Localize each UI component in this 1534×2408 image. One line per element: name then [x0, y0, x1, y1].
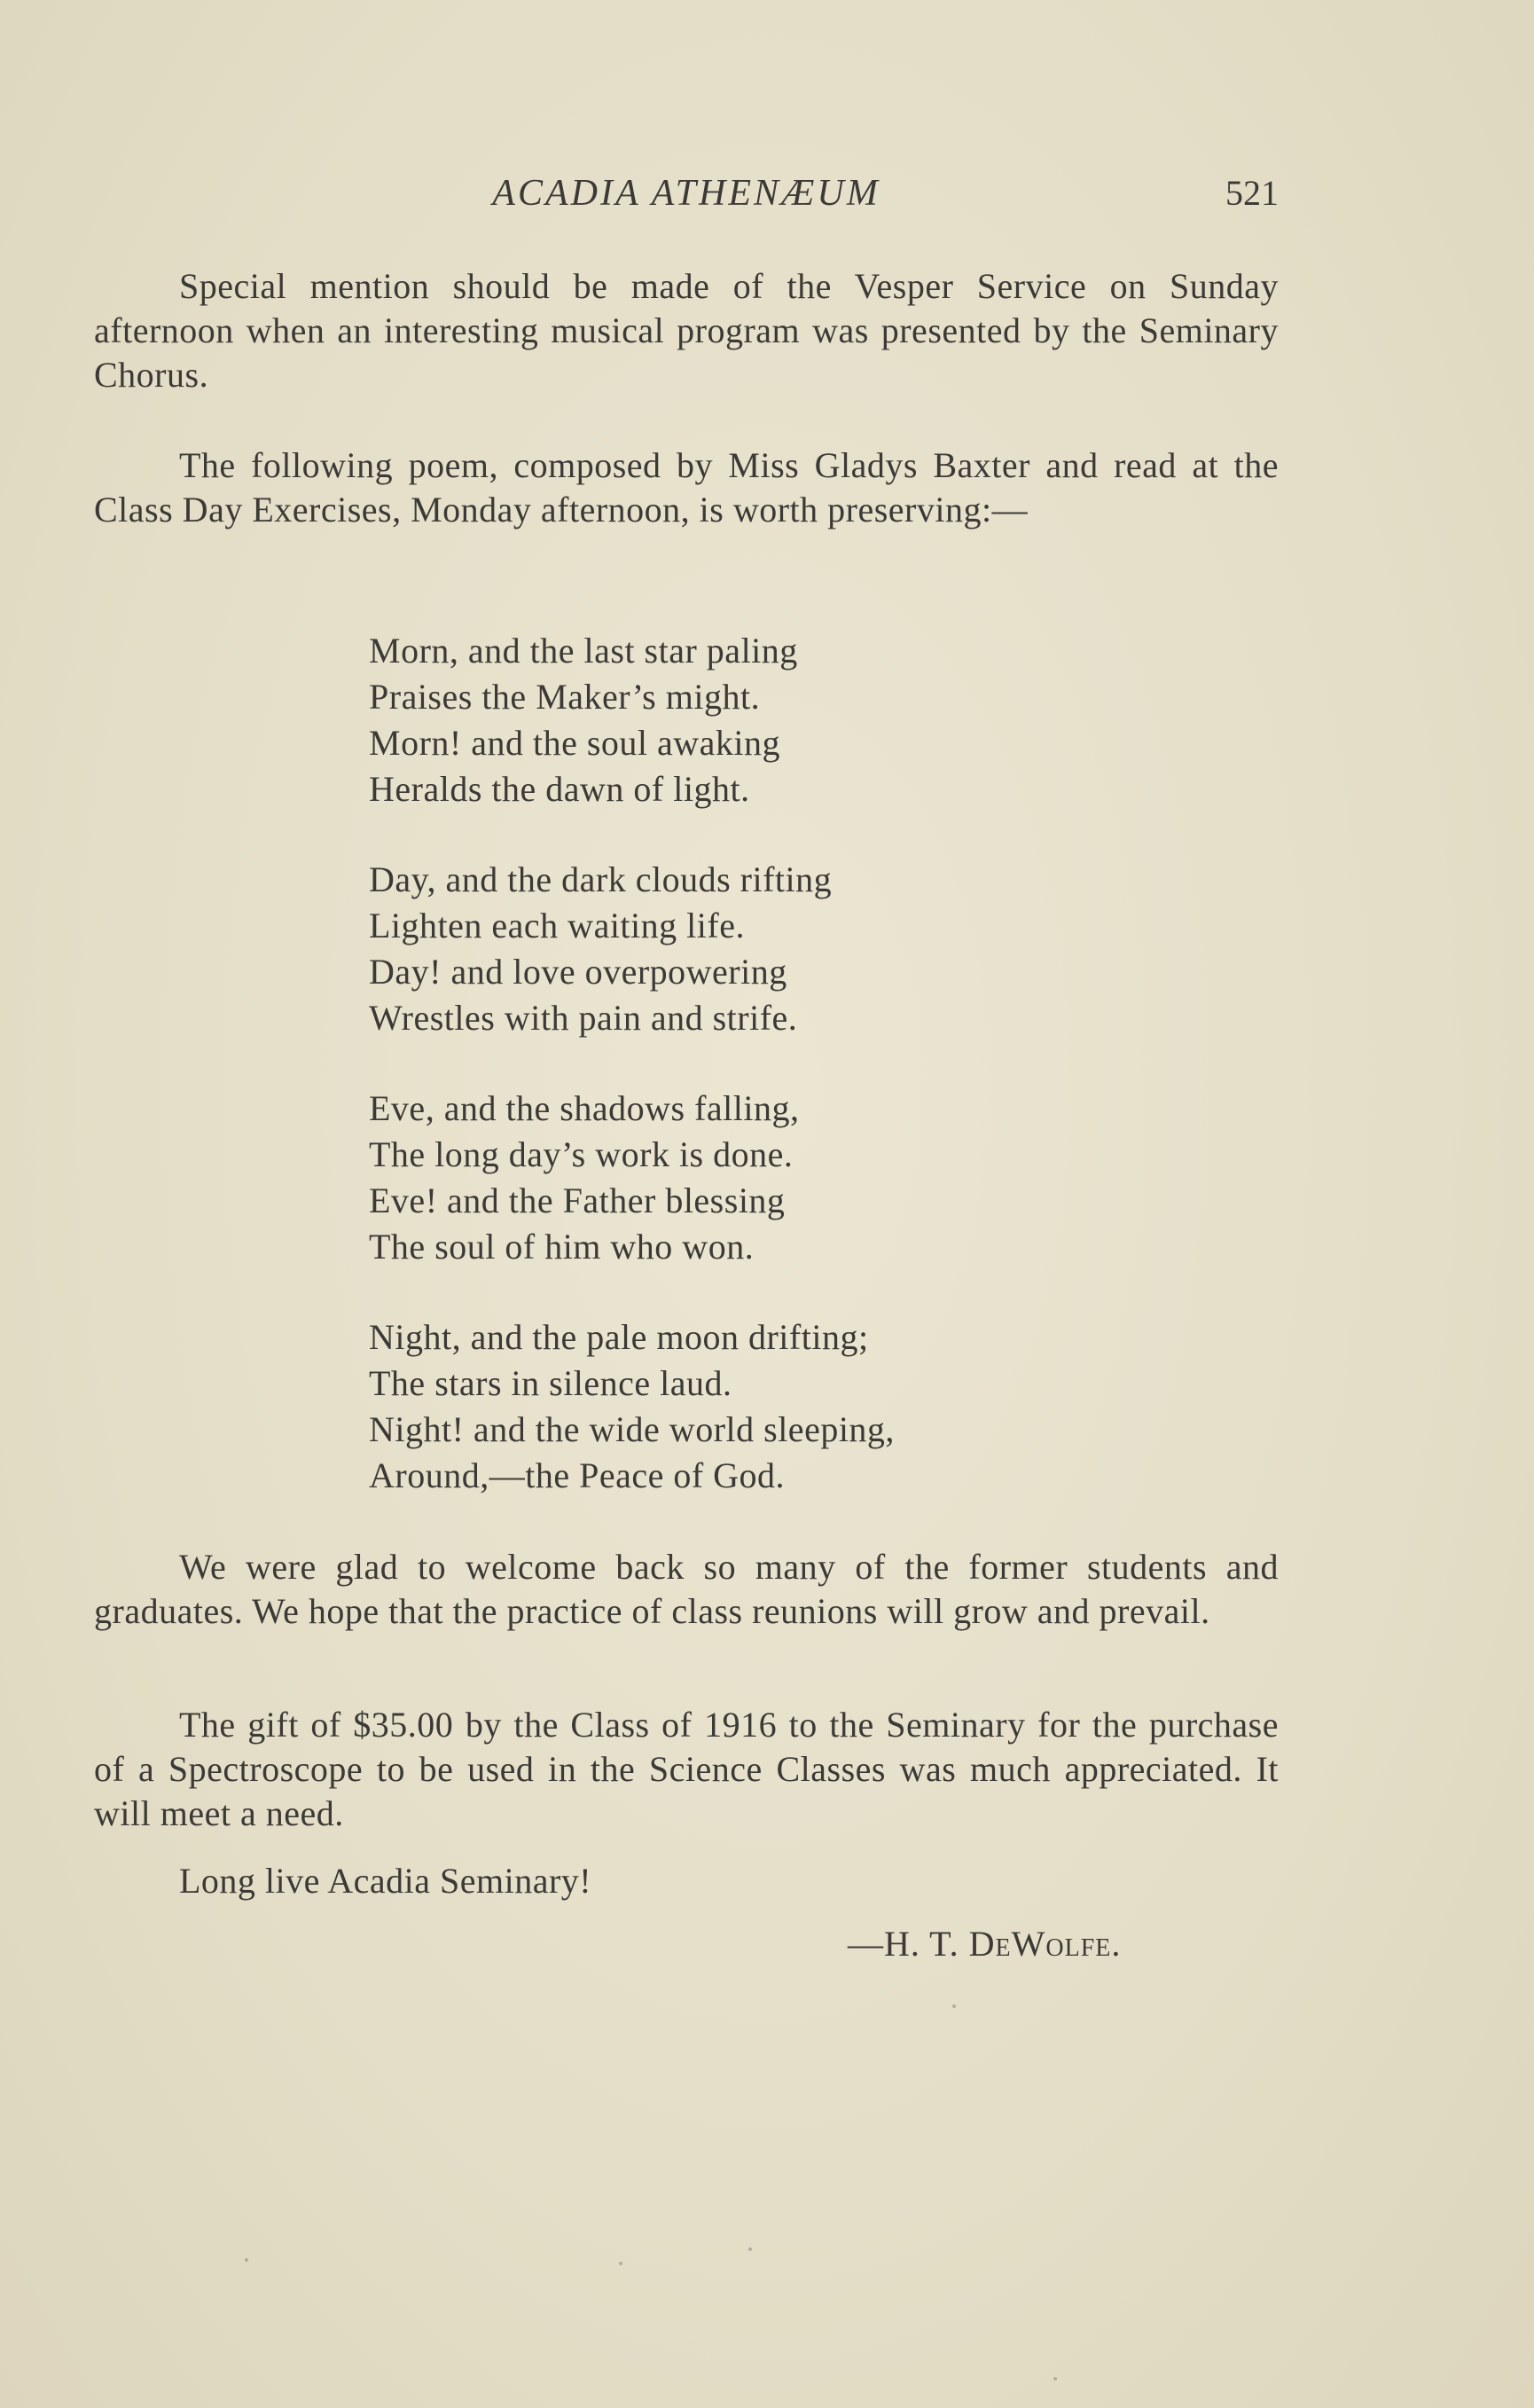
poem-line: Morn! and the soul awaking: [369, 723, 781, 763]
paragraph-welcome: We were glad to welcome back so many of the former students and graduates. We hope that the practice of class reunions will grow and prevail.: [94, 1547, 1279, 1631]
poem-line: Around,—the Peace of God.: [369, 1455, 786, 1495]
poem-line: Lighten each waiting life.: [369, 906, 745, 945]
paper-speck: [1053, 2377, 1057, 2381]
poem-stanza: [369, 1314, 1167, 1499]
journal-title: ACADIA ATHENÆUM: [492, 173, 880, 214]
poem-stanza: [369, 1086, 1167, 1270]
paragraph-vesper-service: Special mention should be made of the Vesper Service on Sunday afternoon when an interesting musical program was presented by the Seminary Chorus.: [94, 266, 1279, 395]
poem-line: Eve, and the shadows falling,: [369, 1088, 800, 1128]
poem: [369, 628, 1167, 1543]
poem-line: The soul of him who won.: [369, 1227, 755, 1267]
paper-speck: [952, 2004, 956, 2008]
signature: —H. T. DeWolfe.: [848, 1924, 1122, 1964]
poem-line: Eve! and the Father blessing: [369, 1180, 786, 1220]
paper-speck: [245, 2258, 248, 2262]
poem-line: Wrestles with pain and strife.: [369, 998, 798, 1038]
poem-stanza: [369, 857, 1167, 1041]
paper-speck: [748, 2247, 752, 2251]
poem-line: Day, and the dark clouds rifting: [369, 859, 833, 899]
page-number: 521: [1225, 173, 1279, 213]
paragraph-poem-intro: The following poem, composed by Miss Gladys Baxter and read at the Class Day Exercises, Monday afternoon, is worth preserving:—: [94, 445, 1279, 529]
poem-line: Heralds the dawn of light.: [369, 769, 750, 809]
poem-line: The stars in silence laud.: [369, 1363, 732, 1403]
poem-line: The long day’s work is done.: [369, 1134, 794, 1174]
poem-line: Praises the Maker’s might.: [369, 677, 761, 717]
paragraph-closing: Long live Acadia Seminary!: [179, 1861, 592, 1901]
poem-line: Night! and the wide world sleeping,: [369, 1409, 895, 1449]
poem-line: Day! and love overpowering: [369, 952, 787, 992]
poem-line: Night, and the pale moon drifting;: [369, 1317, 869, 1357]
paragraph-gift: The gift of $35.00 by the Class of 1916 to the Seminary for the purchase of a Spectroscope to be used in the Science Classes was much appreciated. It will meet a need.: [94, 1705, 1279, 1833]
running-header: [94, 172, 1279, 225]
poem-line: Morn, and the last star paling: [369, 631, 798, 671]
poem-stanza: [369, 628, 1167, 812]
paper-speck: [619, 2262, 622, 2265]
